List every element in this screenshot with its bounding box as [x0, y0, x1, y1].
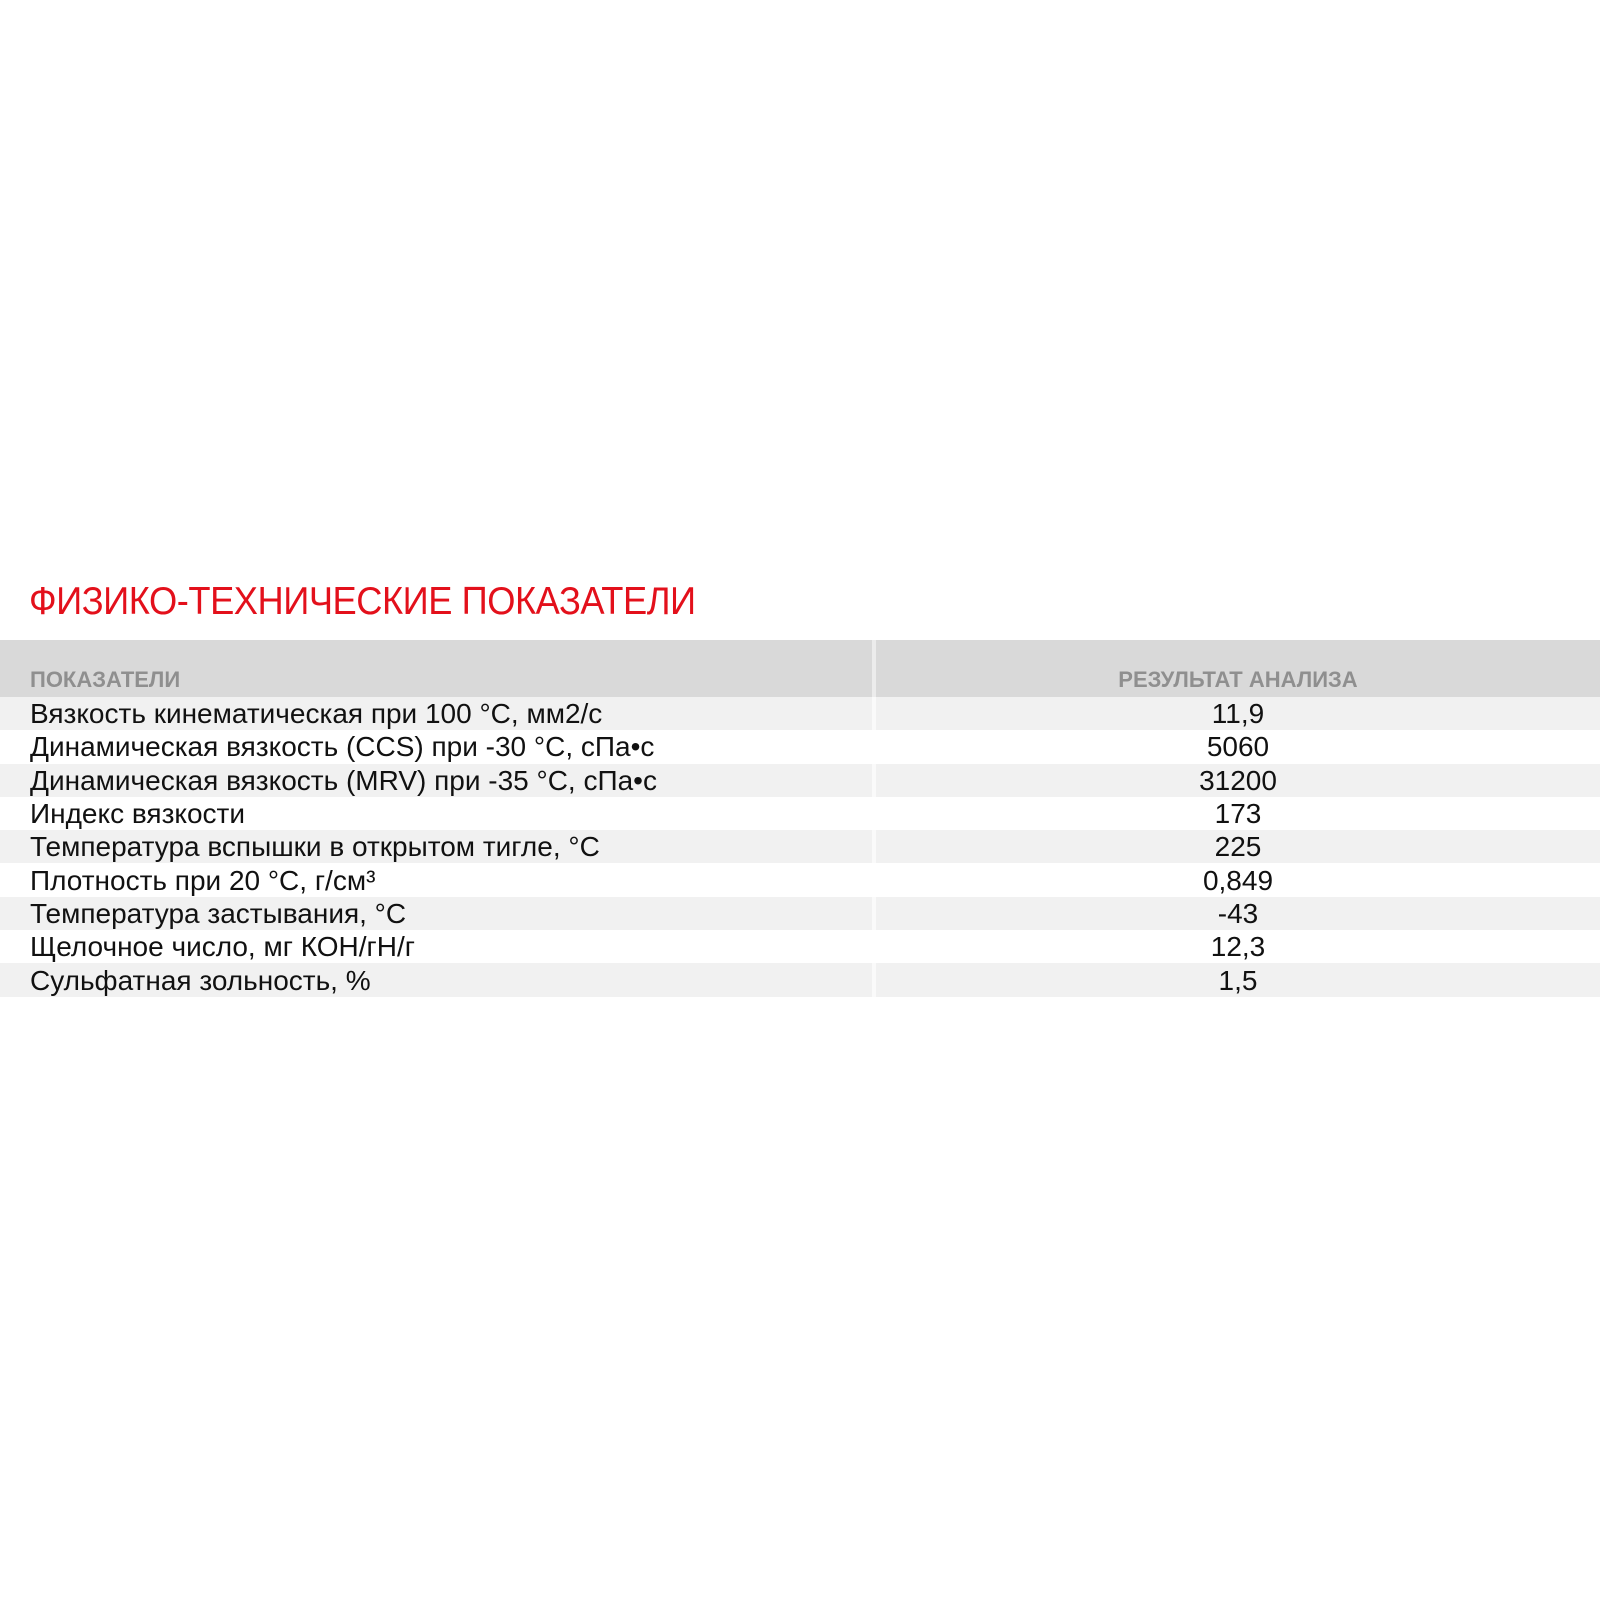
row-value: 1,5: [874, 963, 1600, 996]
section-title: ФИЗИКО-ТЕХНИЧЕСКИЕ ПОКАЗАТЕЛИ: [29, 580, 696, 623]
table-row: [0, 830, 1600, 863]
properties-table: [0, 640, 1600, 997]
row-value: 0,849: [1202, 864, 1274, 896]
row-label: Индекс вязкости: [0, 797, 874, 830]
row-value: 11,9: [874, 697, 1600, 730]
row-value: 5060: [1206, 731, 1270, 763]
row-value: 31200: [874, 764, 1600, 797]
row-label: Температура застывания, °С: [0, 897, 874, 930]
table-row: [0, 897, 1600, 930]
row-label: Сульфатная зольность, %: [0, 963, 874, 996]
header-indicator: ПОКАЗАТЕЛИ: [0, 640, 874, 697]
table-row: [0, 730, 1600, 763]
row-label: Температура вспышки в открытом тигле, °С: [0, 830, 874, 863]
row-value: 173: [1214, 798, 1262, 830]
table-row: [0, 697, 1600, 730]
table-row: [0, 764, 1600, 797]
row-label: Динамическая вязкость (CCS) при -30 °С, сПа•с: [0, 730, 874, 763]
row-label: Динамическая вязкость (MRV) при -35 °С, сПа•с: [0, 764, 874, 797]
row-value: 225: [874, 830, 1600, 863]
row-value: -43: [874, 897, 1600, 930]
header-result: РЕЗУЛЬТАТ АНАЛИЗА: [874, 640, 1600, 697]
row-label: Щелочное число, мг КОН/гН/г: [0, 930, 874, 963]
table-row: [0, 963, 1600, 996]
row-label: Вязкость кинематическая при 100 °С, мм2/с: [0, 697, 874, 730]
table-header: [0, 640, 1600, 697]
row-label: Плотность при 20 °С, г/см³: [0, 863, 874, 896]
row-value: 12,3: [1210, 931, 1266, 963]
table-row: [0, 797, 1600, 830]
table-row: [0, 930, 1600, 963]
table-row: [0, 863, 1600, 896]
